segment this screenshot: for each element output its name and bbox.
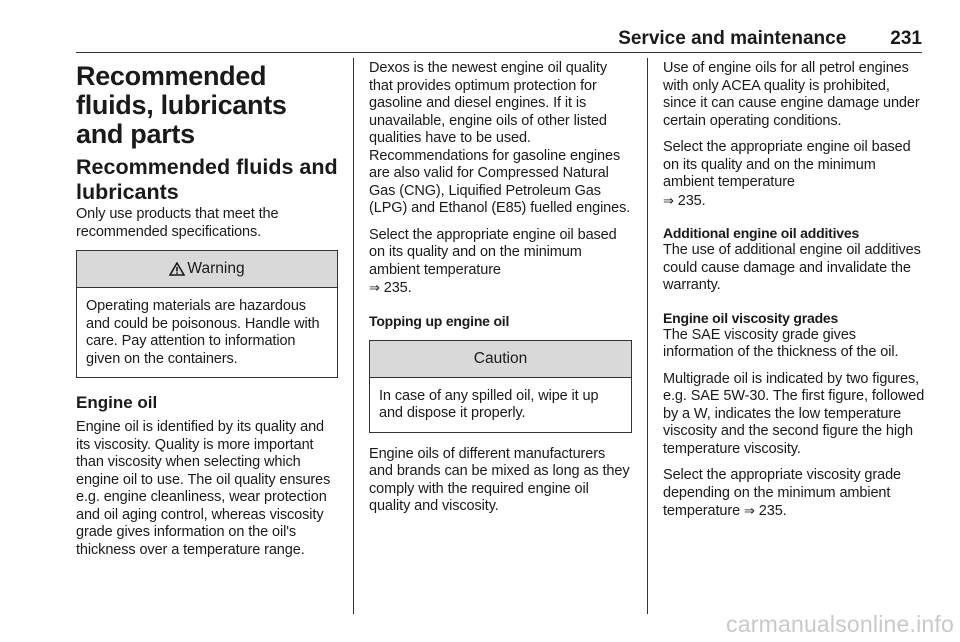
page-reference-arrow-icon: ⇒	[744, 503, 755, 518]
viscosity-text-2: Multigrade oil is indicated by two figures, e.g. SAE 5W-30. The first figure, followed by a W, indicates the low temperature viscosity and the second figure the high temperature viscosity.	[663, 370, 925, 457]
column-divider-2	[647, 58, 648, 614]
viscosity-heading: Engine oil viscosity grades	[663, 309, 839, 326]
engine-oil-heading: Engine oil	[76, 393, 158, 412]
warning-triangle-icon	[169, 262, 185, 276]
select-oil-text-2	[663, 139, 925, 210]
viscosity-text-3	[663, 467, 925, 521]
viscosity-sentence: Select the appropriate viscosity grade depending on the minimum ambient temperature	[663, 467, 901, 519]
column-3	[663, 60, 925, 530]
dexos-text: Dexos is the newest engine oil quality that provides optimum protection for gasoline and diesel engines. If it is unavailable, engine oils of other listed qualities have to be used. Recommendations for gasoline engines are also valid for Compressed Natural Gas (CNG), Liquified Petroleum Gas (LPG) and Ethanol (E85) fuelled engines.	[369, 60, 631, 216]
caution-label: Caution	[473, 349, 528, 367]
select-oil-text	[369, 227, 632, 298]
warning-text: Operating materials are hazardous and could be poisonous. Handle with care. Pay attention to information given on the containers.	[86, 298, 320, 367]
column-divider-1	[353, 58, 354, 614]
section-heading: Recommended fluids and lubricants	[76, 155, 338, 204]
page-reference-3[interactable]: 235.	[758, 503, 787, 519]
select-oil-sentence: Select the appropriate engine oil based on its quality and on the minimum ambient temperature	[369, 226, 617, 278]
acea-text: Use of engine oils for all petrol engines with only ACEA quality is prohibited, since it can cause engine damage under certain operating conditions.	[663, 60, 920, 129]
page-reference-2[interactable]: 235.	[677, 192, 706, 209]
select-oil-sentence-2: Select the appropriate engine oil based on its quality and on the minimum ambient temperature	[663, 139, 911, 190]
column-1	[76, 60, 338, 568]
section-title: Service and maintenance	[618, 28, 847, 49]
caution-header	[370, 341, 631, 378]
viscosity-text-1: The SAE viscosity grade gives information of the thickness of the oil.	[663, 326, 899, 360]
topping-up-heading: Topping up engine oil	[369, 312, 510, 329]
page-reference-arrow-icon: ⇒	[663, 192, 674, 208]
intro-text: Only use products that meet the recommended specifications.	[76, 206, 279, 240]
watermark: carmanualsonline.info	[726, 611, 954, 637]
page-reference[interactable]: 235.	[383, 280, 412, 296]
column-2	[369, 60, 632, 525]
additives-heading: Additional engine oil additives	[663, 225, 860, 241]
page-title: Recommended fluids, lubricants and parts	[76, 61, 287, 149]
page-number: 231	[890, 28, 922, 49]
header-rule	[76, 52, 922, 53]
warning-header	[77, 251, 337, 288]
engine-oil-text: Engine oil is identified by its quality and its viscosity. Quality is more important than viscosity when selecting which engine oil to use. The oil quality ensures e.g. engine cleanliness, wear protection and oil aging control, whereas viscosity grade gives information on the oil's thickness over a temperature range.	[76, 419, 331, 558]
caution-text: In case of any spilled oil, wipe it up and dispose it properly.	[379, 387, 599, 421]
page-reference-arrow-icon: ⇒	[369, 280, 380, 295]
page-header	[76, 22, 922, 50]
additives-text: The use of additional engine oil additives could cause damage and invalidate the warranty.	[663, 242, 921, 293]
mixing-oils-text: Engine oils of different manufacturers and brands can be mixed as long as they comply with the required engine oil quality and viscosity.	[369, 445, 630, 514]
caution-box	[369, 340, 632, 433]
warning-box	[76, 250, 338, 378]
warning-label: Warning	[187, 260, 245, 277]
